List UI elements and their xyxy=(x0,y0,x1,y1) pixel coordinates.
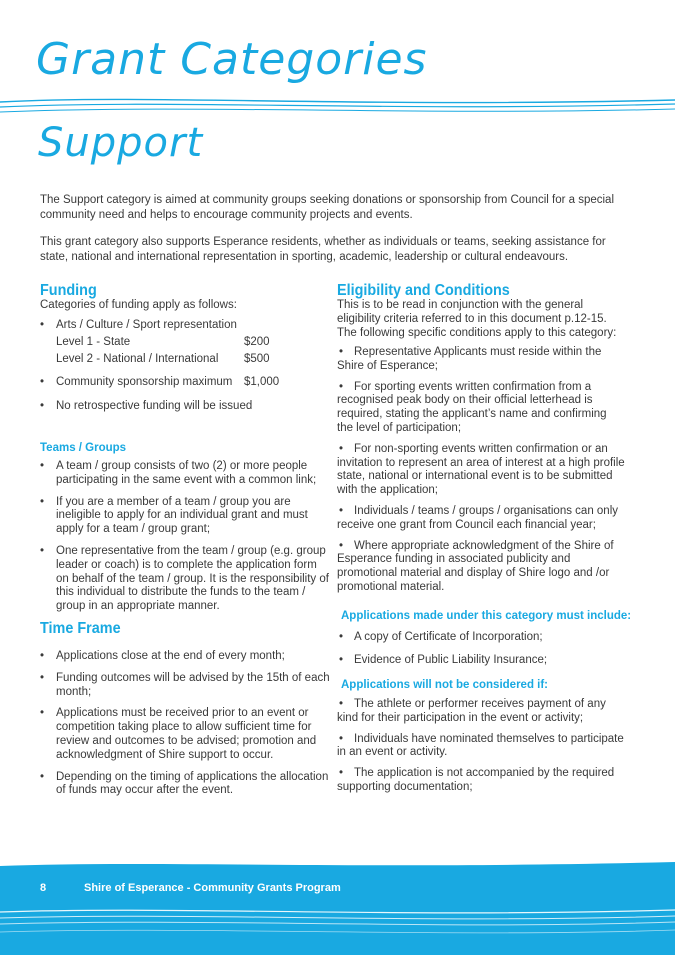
list-item xyxy=(337,733,625,761)
list-item xyxy=(337,505,625,533)
must-include-list xyxy=(337,631,625,675)
bullet: • xyxy=(339,732,344,745)
funding-level2-amount: $500 xyxy=(244,353,270,365)
list-item xyxy=(337,346,625,374)
footer-band xyxy=(0,860,675,955)
funding-level1-label: Level 1 - State xyxy=(56,336,131,348)
bullet: • xyxy=(339,653,344,666)
list-item xyxy=(337,443,625,498)
list-item xyxy=(337,767,625,795)
bullet: • xyxy=(339,346,344,358)
teams-heading: Teams / Groups xyxy=(40,442,127,454)
funding-bullet: • xyxy=(40,376,45,388)
funding-item-retrospective: No retrospective funding will be issued xyxy=(56,400,253,412)
list-item-text: Where appropriate acknowledgment of the Shire of Esperance funding in associated publicity and promotional material and display of Shire logo and /or promotional material. xyxy=(337,539,614,593)
header-wave-divider xyxy=(0,90,675,120)
bullet: • xyxy=(339,380,344,393)
list-item-text: The application is not accompanied by the required supporting documentation; xyxy=(337,767,615,793)
list-item xyxy=(337,381,625,436)
funding-item-sponsorship-amount: $1,000 xyxy=(244,376,280,388)
list-item: • Funding outcomes will be advised by the 15th of each month; xyxy=(40,672,330,700)
eligibility-heading: Eligibility and Conditions xyxy=(337,282,510,299)
bullet: • xyxy=(339,442,344,455)
intro-paragraph-2: This grant category also supports Esperance residents, whether as individuals or teams, seeking assistance for state, national and international representation in sporting, academic, leadership or cultural endeavours. xyxy=(40,236,606,263)
bullet: • xyxy=(339,631,344,643)
list-item: • Applications close at the end of every month; xyxy=(40,650,330,664)
funding-level2-label: Level 2 - National / International xyxy=(56,353,219,365)
teams-list xyxy=(40,460,330,622)
list-item xyxy=(337,540,625,595)
footer-page-number: 8 xyxy=(40,882,47,894)
bullet: • xyxy=(339,698,344,710)
funding-bullet: • xyxy=(40,319,45,331)
intro-paragraph-1: The Support category is aimed at community groups seeking donations or sponsorship from Council for a special community need and helps to encourage community projects and events. xyxy=(40,194,615,221)
funding-lead: Categories of funding apply as follows: xyxy=(40,299,237,311)
list-item-text: A copy of Certificate of Incorporation; xyxy=(354,631,543,643)
list-item: • One representative from the team / group (e.g. group leader or coach) is to complete the application form on behalf of the team / group. It is the responsibility of this individual to distribute the funds to the team / group in an appropriate manner. xyxy=(40,545,330,614)
list-item: • A team / group consists of two (2) or more people participating in the same event with a common link; xyxy=(40,460,330,488)
bullet: • xyxy=(339,767,344,780)
eligibility-lead: This is to be read in conjunction with the general eligibility criteria referred to in this document p.12-15. The following specific conditions apply to this category: xyxy=(337,299,617,339)
eligibility-list xyxy=(337,346,625,602)
bullet: • xyxy=(339,539,344,552)
must-include-heading: Applications made under this category must include: xyxy=(341,610,632,622)
list-item: • Applications must be received prior to an event or competition taking place to allow sufficient time for review and outcomes to be advised; promotion and acknowledgment of Shire support to occur. xyxy=(40,707,330,762)
funding-level1-amount: $200 xyxy=(244,336,270,348)
funding-heading: Funding xyxy=(40,282,97,299)
list-item-text: Representative Applicants must reside within the Shire of Esperance; xyxy=(337,346,602,372)
list-item-text: The athlete or performer receives payment of any kind for their participation in the event or activity; xyxy=(337,698,606,724)
list-item-text: Evidence of Public Liability Insurance; xyxy=(354,653,548,666)
list-item: • Depending on the timing of applications the allocation of funds may occur after the event. xyxy=(40,771,330,799)
page-subtitle: Support xyxy=(38,120,204,166)
list-item-text: Individuals have nominated themselves to participate in an event or activity. xyxy=(337,732,624,759)
list-item-text: For sporting events written confirmation from a recognised peak body on their official letterhead is required, stating the applicant’s name and confirming the level of participation; xyxy=(337,380,607,434)
timeframe-list xyxy=(40,650,330,806)
not-considered-list xyxy=(337,698,625,802)
list-item xyxy=(337,698,625,726)
not-considered-heading: Applications will not be considered if: xyxy=(341,679,549,691)
list-item xyxy=(337,654,625,668)
timeframe-heading: Time Frame xyxy=(40,620,121,637)
funding-item-sponsorship-label: Community sponsorship maximum xyxy=(56,376,233,388)
list-item xyxy=(337,631,625,645)
funding-bullet: • xyxy=(40,400,45,412)
bullet: • xyxy=(339,504,344,517)
list-item-text: For non-sporting events written confirmation or an invitation to represent an area of interest at a high profile state, national or international event is to be submitted with the application; xyxy=(337,442,625,497)
list-item: • If you are a member of a team / group you are ineligible to apply for an individual grant and must apply for a team / group grant; xyxy=(40,496,330,537)
page-title: Grant Categories xyxy=(36,34,428,85)
list-item-text: Individuals / teams / groups / organisations can only receive one grant from Council each financial year; xyxy=(337,504,619,531)
footer-title: Shire of Esperance - Community Grants Program xyxy=(84,882,341,894)
funding-item-arts: Arts / Culture / Sport representation xyxy=(56,319,237,331)
